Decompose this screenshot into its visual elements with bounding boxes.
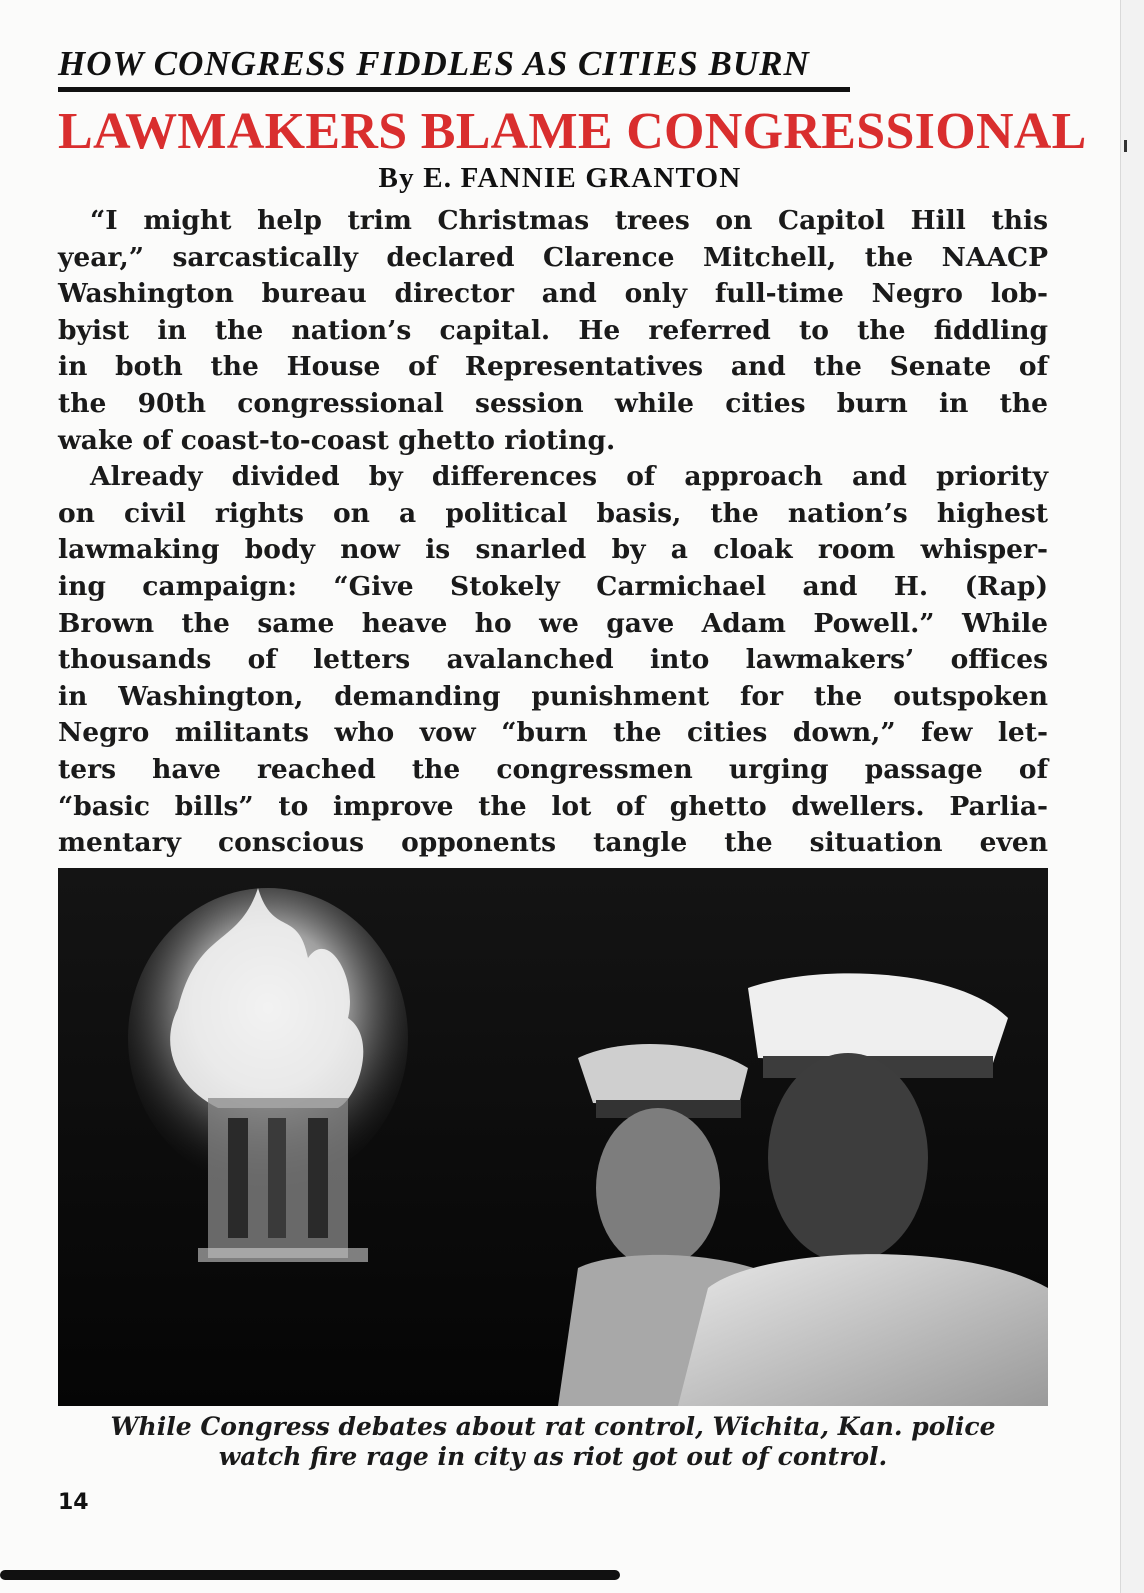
body-line: wake of coast-to-coast ghetto rioting. xyxy=(58,424,616,456)
photo-caption xyxy=(58,1412,1048,1472)
body-line: on civil rights on a political basis, the nation’s highest xyxy=(58,497,1048,529)
body-line: the 90th congressional session while cities burn in the xyxy=(58,387,1048,419)
article-byline: By E. FANNIE GRANTON xyxy=(378,162,742,194)
body-line: byist in the nation’s capital. He referred to the fiddling xyxy=(58,314,1048,346)
body-line: in Washington, demanding punishment for the outspoken xyxy=(58,680,1048,712)
body-line: Brown the same heave ho we gave Adam Powell.” While xyxy=(58,607,1048,639)
riot-fire-photo xyxy=(58,868,1048,1406)
body-line: ters have reached the congressmen urging passage of xyxy=(58,753,1048,785)
kicker-rule xyxy=(58,87,850,92)
article-kicker: HOW CONGRESS FIDDLES AS CITIES BURN xyxy=(58,44,810,83)
paragraph-1 xyxy=(58,203,1048,459)
body-line: mentary conscious opponents tangle the situation even xyxy=(58,827,1048,859)
page-number: 14 xyxy=(58,1490,89,1515)
home-indicator-bar[interactable] xyxy=(0,1570,620,1580)
caption-line: watch fire rage in city as riot got out of control. xyxy=(218,1442,888,1471)
paragraph-2 xyxy=(58,459,1048,862)
body-line: “I might help trim Christmas trees on Capitol Hill this xyxy=(90,205,1048,236)
body-line: Already divided by differences of approach and priority xyxy=(90,461,1048,493)
page-edge xyxy=(1120,0,1144,1593)
photo-illustration xyxy=(58,868,1048,1406)
body-line: lawmaking body now is snarled by a cloak room whisper- xyxy=(58,534,1048,566)
article-body xyxy=(58,203,1048,862)
caption-line: While Congress debates about rat control, Wichita, Kan. police xyxy=(110,1412,996,1441)
body-line: ing campaign: “Give Stokely Carmichael and H. (Rap) xyxy=(58,570,1048,602)
body-line: Washington bureau director and only full-time Negro lob- xyxy=(58,278,1048,310)
body-line: thousands of letters avalanched into lawmakers’ offices xyxy=(58,644,1048,676)
body-line: year,” sarcastically declared Clarence Mitchell, the NAACP xyxy=(58,241,1048,273)
article-headline: LAWMAKERS BLAME CONGRESSIONAL xyxy=(58,103,1087,160)
body-line: Negro militants who vow “burn the cities down,” few let- xyxy=(58,717,1048,749)
edge-mark xyxy=(1124,140,1127,152)
body-line: in both the House of Representatives and the Senate of xyxy=(58,351,1048,383)
body-line: “basic bills” to improve the lot of ghetto dwellers. Parlia- xyxy=(58,790,1048,822)
